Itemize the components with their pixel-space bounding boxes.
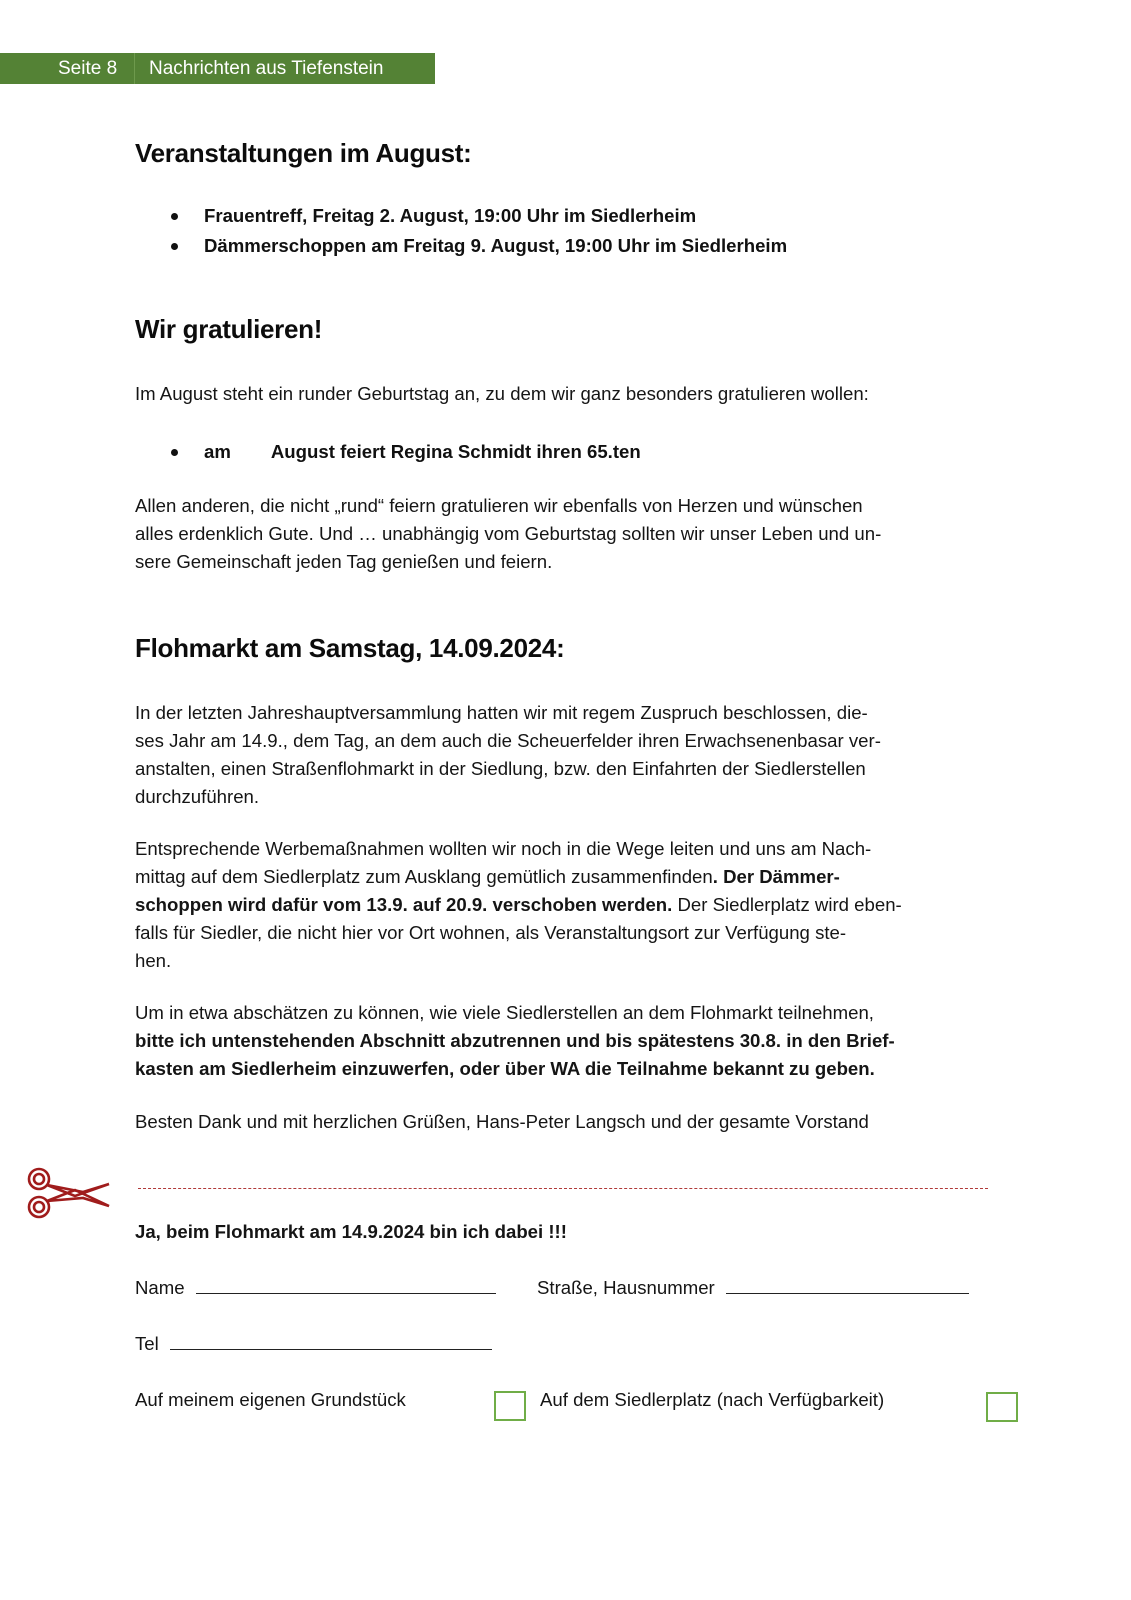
congrats-paragraph [135,492,881,576]
birthday-text: August feiert Regina Schmidt ihren 65.ten [270,441,641,462]
fleamarket-heading: Flohmarkt am Samstag, 14.09.2024: [135,633,565,663]
tel-field[interactable] [170,1330,492,1350]
cut-here-dashed-line [138,1188,988,1189]
birthday-list [171,437,641,467]
page-number: Seite 8 [0,53,135,84]
fleamarket-paragraph-2 [135,835,902,975]
bold-span: . Der Dämmer- [712,866,840,887]
street-field-row [537,1274,969,1302]
event-item: Dämmerschoppen am Freitag 9. August, 19:00 Uhr im Siedlerheim [171,231,787,261]
text-line: Um in etwa abschätzen zu können, wie viele Siedlerstellen an dem Flohmarkt teilnehmen, [135,1002,874,1023]
text-line: kasten am Siedlerheim einzuwerfen, oder über WA die Teilnahme bekannt zu geben. [135,1058,875,1079]
fleamarket-paragraph-3 [135,999,895,1083]
text-line: falls für Siedler, die nicht hier vor Ort wohnen, als Veranstaltungsort zur Verfügung ste- [135,922,847,943]
events-heading: Veranstaltungen im August: [135,138,472,168]
text-line: hen. [135,950,172,971]
event-item: Frauentreff, Freitag 2. August, 19:00 Uhr im Siedlerheim [171,201,787,231]
birthday-am: am [204,441,231,462]
option-siedlerplatz-checkbox[interactable] [986,1392,1018,1422]
option-own-property-label: Auf meinem eigenen Grundstück [135,1389,406,1410]
page-header-bar [0,53,435,84]
text-span: Der Siedlerplatz wird eben- [672,894,902,915]
text-line [135,891,902,919]
text-line: bitte ich untenstehenden Abschnitt abzutrennen und bis spätestens 30.8. in den Brief- [135,1030,895,1051]
reply-heading: Ja, beim Flohmarkt am 14.9.2024 bin ich dabei !!! [135,1221,567,1242]
scissors-icon [25,1165,111,1221]
name-field-row [135,1274,496,1302]
text-span: mittag auf dem Siedlerplatz zum Ausklang gemütlich zusammenfinden [135,866,713,887]
fleamarket-paragraph-1 [135,699,881,811]
name-label: Name [135,1277,185,1298]
publication-title: Nachrichten aus Tiefenstein [149,57,384,79]
tel-label: Tel [135,1333,159,1354]
events-list [171,201,787,260]
text-line: In der letzten Jahreshauptversammlung hatten wir mit regem Zuspruch beschlossen, die- [135,702,868,723]
congrats-heading: Wir gratulieren! [135,314,323,344]
street-field[interactable] [726,1274,969,1294]
text-line: ses Jahr am 14.9., dem Tag, an dem auch die Scheuerfelder ihren Erwachsenenbasar ver- [135,730,881,751]
text-line: anstalten, einen Straßenflohmarkt in der Siedlung, bzw. den Einfahrten der Siedlerstellen [135,758,866,779]
tel-field-row [135,1330,492,1358]
bold-span: schoppen wird dafür vom 13.9. auf 20.9. verschoben werden. [135,894,673,915]
text-line: sere Gemeinschaft jeden Tag genießen und feiern. [135,551,553,572]
street-label: Straße, Hausnummer [537,1277,715,1298]
birthday-item [171,437,641,467]
name-field[interactable] [196,1274,496,1294]
text-line: alles erdenklich Gute. Und … unabhängig vom Geburtstag sollten wir unser Leben und un- [135,523,882,544]
text-line: durchzuführen. [135,786,260,807]
text-line: Allen anderen, die nicht „rund“ feiern gratulieren wir ebenfalls von Herzen und wünschen [135,495,863,516]
option-own-property-checkbox[interactable] [494,1391,526,1421]
text-line [135,863,902,891]
closing-greeting: Besten Dank und mit herzlichen Grüßen, Hans-Peter Langsch und der gesamte Vorstand [135,1111,869,1132]
congrats-intro: Im August steht ein runder Geburtstag an, zu dem wir ganz besonders gratulieren wollen: [135,383,869,404]
option-siedlerplatz-label: Auf dem Siedlerplatz (nach Verfügbarkeit) [540,1389,885,1410]
text-line: Entsprechende Werbemaßnahmen wollten wir noch in die Wege leiten und uns am Nach- [135,838,872,859]
